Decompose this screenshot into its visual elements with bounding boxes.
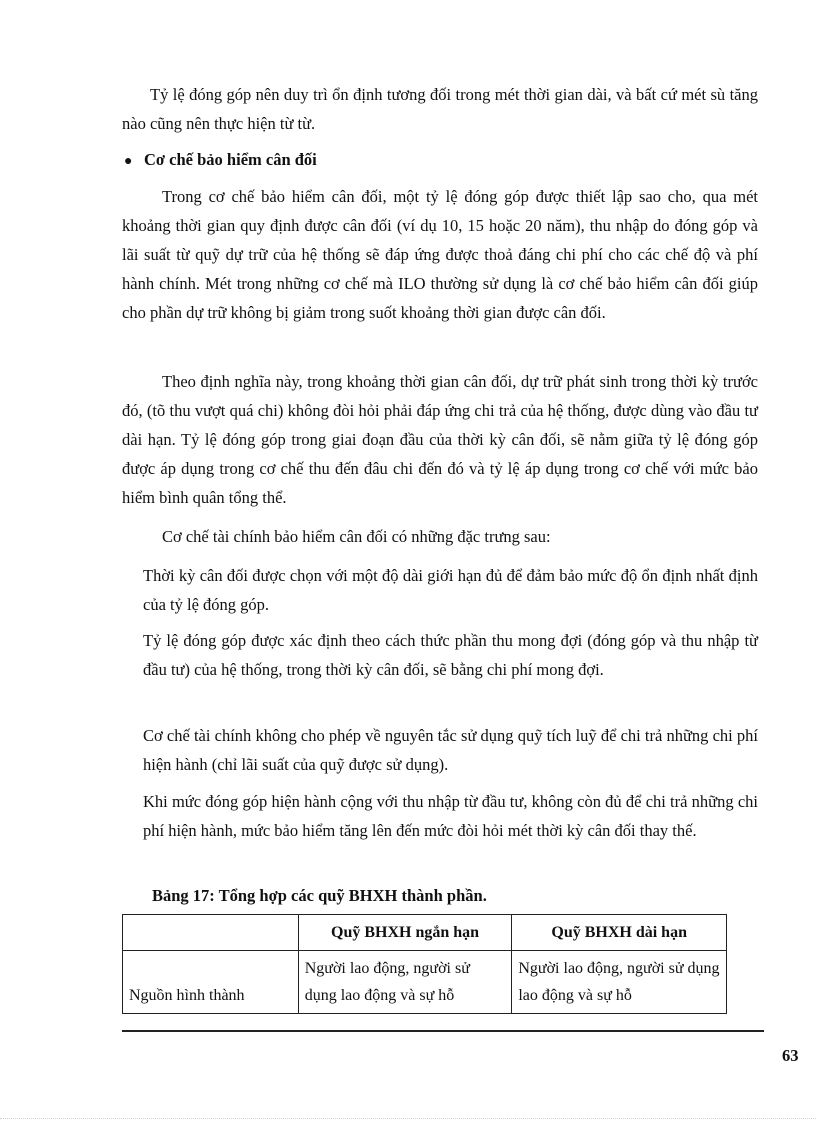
page-bottom-divider — [0, 1118, 816, 1119]
list-item: Khi mức đóng góp hiện hành cộng với thu nhập từ đầu tư, không còn đủ để chi trả những chi phí hiện hành, mức bảo hiểm tăng lên đến mức đòi hỏi mét thời kỳ cân đối thay thế. — [143, 792, 758, 840]
section-heading-title: Cơ chế bảo hiểm cân đối — [144, 150, 317, 169]
section-heading — [124, 145, 317, 176]
list-item: Thời kỳ cân đối được chọn với một độ dài giới hạn đủ để đảm bảo mức độ ổn định nhất định của tỷ lệ đóng góp. — [143, 566, 758, 614]
footer-rule — [122, 1030, 764, 1032]
table-cell: Người lao động, người sử dụng lao động và sự hỗ — [512, 951, 727, 1014]
table-row-label: Nguồn hình thành — [123, 951, 299, 1014]
table-header-cell: Quỹ BHXH ngắn hạn — [298, 915, 512, 951]
table-caption: Bảng 17: Tổng hợp các quỹ BHXH thành phần. — [152, 886, 487, 905]
intro-paragraph: Tỷ lệ đóng góp nên duy trì ổn định tương đối trong mét thời gian dài, và bất cứ mét sù tăng nào cũng nên thực hiện từ từ. — [122, 85, 758, 133]
table-cell: Người lao động, người sử dụng lao động và sự hỗ — [298, 951, 512, 1014]
table-header-row — [123, 915, 727, 951]
list-item: Tỷ lệ đóng góp được xác định theo cách thức phần thu mong đợi (đóng góp và thu nhập từ đầu tư) của hệ thống, trong thời kỳ cân đối, sẽ bằng chi phí mong đợi. — [143, 631, 758, 679]
funds-table — [122, 914, 727, 1014]
list-item: Cơ chế tài chính không cho phép về nguyên tắc sử dụng quỹ tích luỹ để chi trả những chi phí hiện hành (chỉ lãi suất của quỹ được sử dụng). — [143, 726, 758, 774]
table-header-cell — [123, 915, 299, 951]
paragraph-1: Trong cơ chế bảo hiểm cân đối, một tỷ lệ đóng góp được thiết lập sao cho, qua mét khoảng thời gian quy định được cân đối (ví dụ 10, 15 hoặc 20 năm), thu nhập do đóng góp và lãi suất từ quỹ dự trữ của hệ thống sẽ đáp ứng được thoả đáng chi phí cho các chế độ và phí hành chính. Mét trong những cơ chế mà ILO thường sử dụng là cơ chế bảo hiểm cân đối giúp cho phần dự trữ không bị giảm trong suốt khoảng thời gian được cân đối. — [122, 187, 758, 322]
page-number: 63 — [782, 1046, 799, 1065]
bullet-icon: ● — [124, 154, 133, 169]
paragraph-2: Theo định nghĩa này, trong khoảng thời gian cân đối, dự trữ phát sinh trong thời kỳ trước đó, (tõ thu vượt quá chi) không đòi hỏi phải đáp ứng chi trả của hệ thống, được dùng vào đầu tư dài hạn. Tỷ lệ đóng góp trong giai đoạn đầu của thời kỳ cân đối, sẽ nằm giữa tỷ lệ đóng góp được áp dụng trong cơ chế thu đến đâu chi đến đó và tỷ lệ áp dụng trong cơ chế với mức bảo hiểm bình quân tổng thể. — [122, 372, 758, 507]
paragraph-3: Cơ chế tài chính bảo hiểm cân đối có những đặc trưng sau: — [162, 527, 551, 546]
table-header-cell: Quỹ BHXH dài hạn — [512, 915, 727, 951]
table-row — [123, 951, 727, 1014]
